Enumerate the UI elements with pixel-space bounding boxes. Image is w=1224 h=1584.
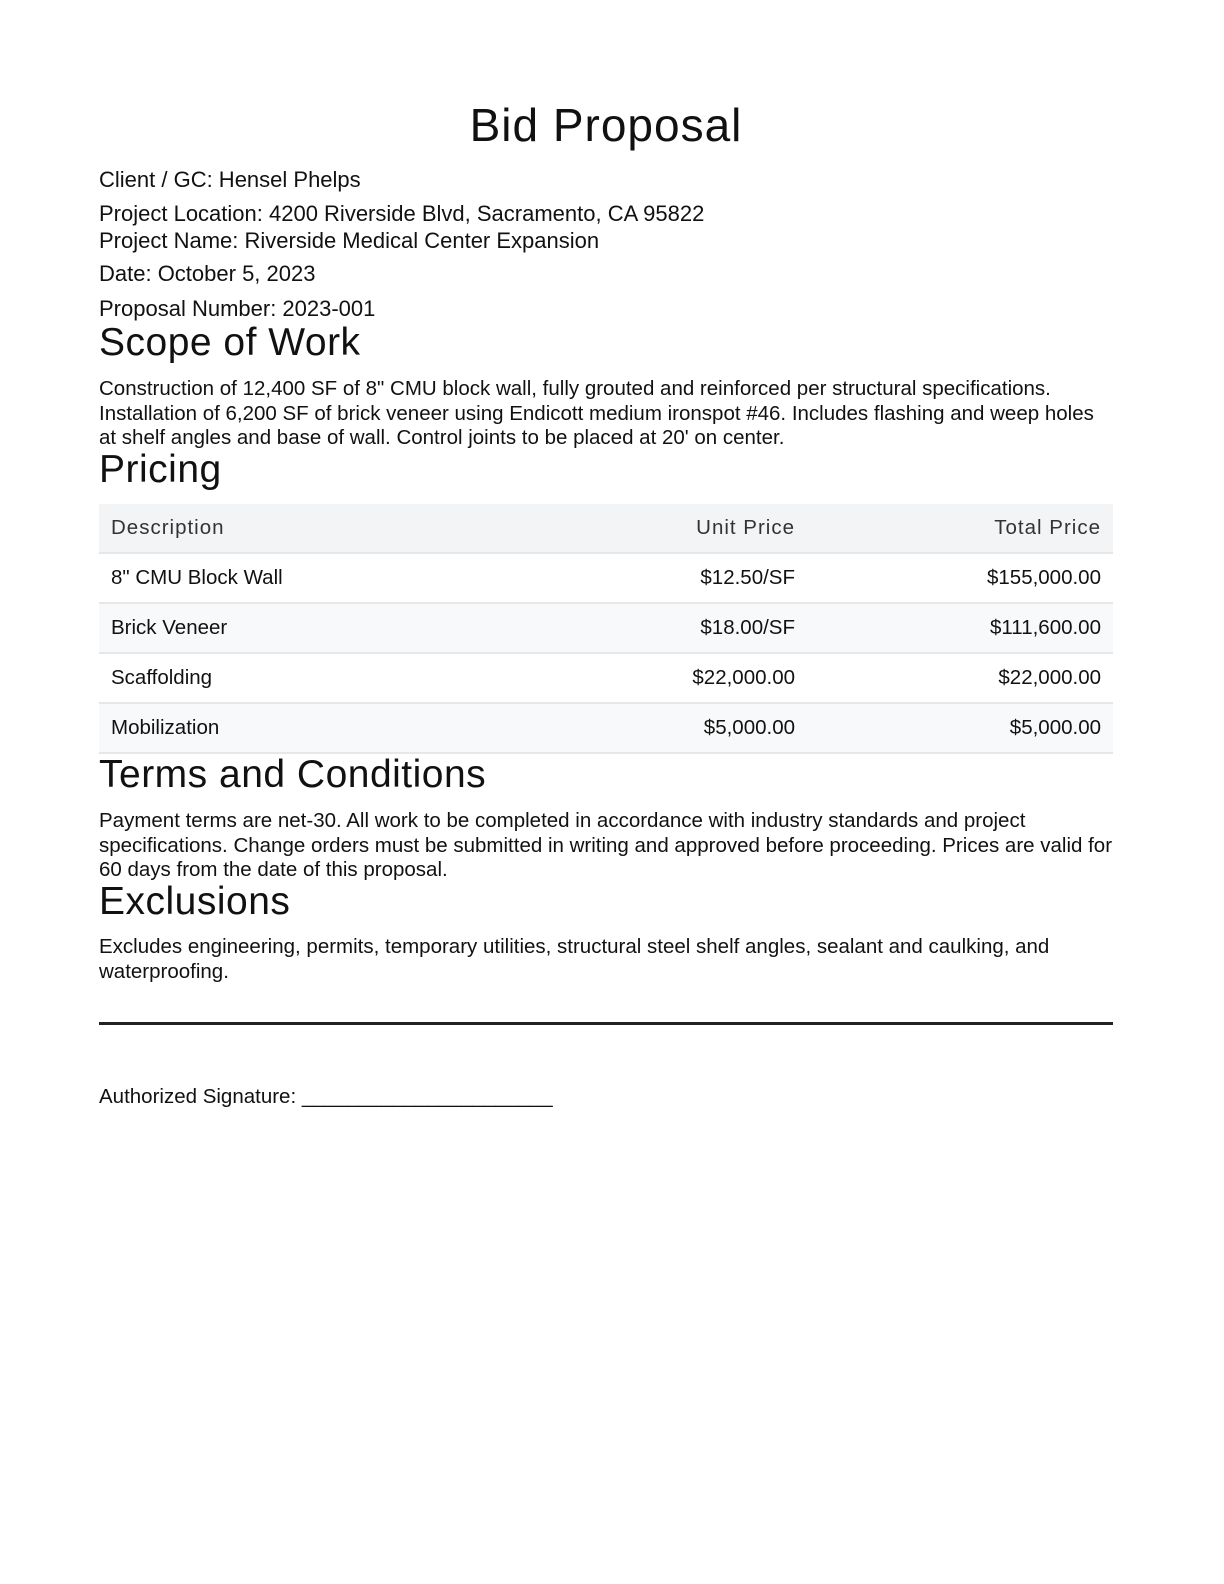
- column-header-unit-price: Unit Price: [543, 504, 807, 553]
- exclusions-text: Excludes engineering, permits, temporary utilities, structural steel shelf angles, sealant and caulking, and waterproofing.: [99, 935, 1050, 983]
- column-header-description: Description: [99, 504, 543, 553]
- cell-unit-price: $22,000.00: [543, 653, 807, 703]
- divider: [99, 1022, 1113, 1025]
- scope-text: Construction of 12,400 SF of 8" CMU block wall, fully grouted and reinforced per structural specifications. Installation of 6,200 SF of brick veneer using Endicott medium ironspot #46. Includes flashing and weep holes at shelf angles and base of wall. Control joints to be placed at 20' on center.: [99, 377, 1094, 449]
- date-line: Date: October 5, 2023: [99, 261, 316, 286]
- cell-unit-price: $18.00/SF: [543, 603, 807, 653]
- project-name-line: Project Name: Riverside Medical Center Expansion: [99, 228, 600, 253]
- column-header-total-price: Total Price: [807, 504, 1113, 553]
- cell-total-price: $5,000.00: [807, 703, 1113, 753]
- client-line: Client / GC: Hensel Phelps: [99, 167, 361, 192]
- project-location-line: Project Location: 4200 Riverside Blvd, Sacramento, CA 95822: [99, 201, 705, 226]
- page-title: Bid Proposal: [469, 99, 743, 151]
- exclusions-heading: Exclusions: [99, 880, 291, 923]
- scope-heading: Scope of Work: [99, 321, 361, 364]
- cell-total-price: $111,600.00: [807, 603, 1113, 653]
- table-row: [99, 603, 1113, 653]
- table-row: [99, 553, 1113, 603]
- terms-text: Payment terms are net-30. All work to be completed in accordance with industry standards and project specifications. Change orders must be submitted in writing and approved before proceeding. Prices are valid for 60 days from the date of this proposal.: [99, 809, 1113, 881]
- signature-line: Authorized Signature: ______________________: [99, 1084, 553, 1108]
- cell-description: Scaffolding: [99, 653, 543, 703]
- table-row: [99, 703, 1113, 753]
- cell-total-price: $22,000.00: [807, 653, 1113, 703]
- pricing-heading: Pricing: [99, 448, 222, 491]
- table-header-row: [99, 504, 1113, 553]
- table-row: [99, 653, 1113, 703]
- proposal-number-line: Proposal Number: 2023-001: [99, 296, 376, 321]
- cell-description: Mobilization: [99, 703, 543, 753]
- pricing-table: [99, 504, 1113, 754]
- cell-unit-price: $5,000.00: [543, 703, 807, 753]
- terms-heading: Terms and Conditions: [99, 753, 487, 796]
- cell-unit-price: $12.50/SF: [543, 553, 807, 603]
- cell-description: Brick Veneer: [99, 603, 543, 653]
- cell-description: 8" CMU Block Wall: [99, 553, 543, 603]
- cell-total-price: $155,000.00: [807, 553, 1113, 603]
